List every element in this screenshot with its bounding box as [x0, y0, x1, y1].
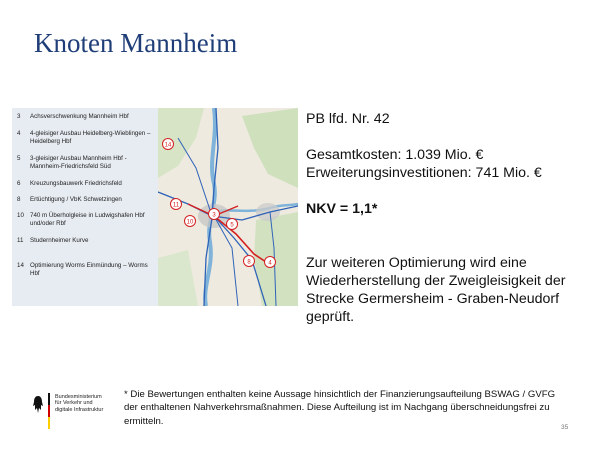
legend-number: 14 — [17, 262, 24, 269]
legend-number: 3 — [17, 113, 21, 120]
map-marker — [171, 199, 182, 210]
legend-number: 5 — [17, 155, 21, 162]
map-svg — [158, 108, 298, 306]
legend-number: 6 — [17, 180, 21, 187]
ministry-logo — [32, 393, 103, 429]
legend-text: Studernheimer Kurve — [30, 237, 89, 244]
map-marker-label: 14 — [164, 142, 172, 149]
federal-eagle-icon — [32, 393, 44, 419]
ministry-name — [55, 394, 103, 429]
legend-text: 3-gleisiger Ausbau Mannheim Hbf - Mannheim-Friedrichsfeld Süd — [30, 155, 127, 170]
legend-text: Optimierung Worms Einmündung – Worms Hbf — [30, 262, 148, 277]
legend-number: 8 — [17, 196, 21, 203]
map-marker-label: 3 — [212, 212, 216, 219]
legend-item — [17, 196, 156, 204]
legend-item — [17, 113, 156, 121]
legend-text: Achsverschwenkung Mannheim Hbf — [30, 113, 129, 120]
legend-item — [17, 262, 156, 277]
map-marker — [265, 257, 276, 268]
legend-item — [17, 237, 156, 245]
project-summary — [306, 110, 566, 326]
project-reference: PB lfd. Nr. 42 — [306, 111, 390, 127]
legend-number: 10 — [17, 212, 24, 219]
slide-title: Knoten Mannheim — [34, 28, 238, 58]
map-marker — [244, 256, 255, 267]
legend-text: 740 m Überholgleise in Ludwigshafen Hbf und/oder Rbf — [30, 212, 145, 227]
optimization-note: Zur weiteren Optimierung wird eine Wiederherstellung der Zweigleisigkeit der Strecke Germersheim - Graben-Neudorf geprüft. — [306, 255, 566, 325]
benefit-cost-ratio: NKV = 1,1* — [306, 201, 378, 217]
map-marker-label: 11 — [172, 202, 180, 209]
map-marker-label: 8 — [247, 259, 251, 266]
map-marker — [163, 139, 174, 150]
flag-bar — [48, 393, 50, 429]
legend-number: 4 — [17, 130, 21, 137]
map-marker-label: 5 — [230, 222, 234, 229]
legend-text: Ertüchtigung / VbK Schwetzingen — [30, 196, 122, 203]
total-cost: Gesamtkosten: 1.039 Mio. € — [306, 147, 484, 163]
ministry-name-line: Bundesministerium — [55, 394, 102, 400]
rail-network-map — [158, 108, 298, 306]
ministry-name-line: digitale Infrastruktur — [55, 406, 104, 413]
legend-text: Kreuzungsbauwerk Friedrichsfeld — [30, 180, 122, 187]
legend-text: 4-gleisiger Ausbau Heidelberg-Wieblingen – Heidelberg Hbf — [30, 130, 151, 145]
legend-item — [17, 180, 156, 188]
map-marker-label: 10 — [186, 219, 194, 226]
legend-item — [17, 130, 156, 145]
footnote: * Die Bewertungen enthalten keine Aussage hinsichtlich der Finanzierungsaufteilung BSWAG / GVFG der enthaltenen Nahverkehrsmaßnahmen. Diese Aufteilung ist im Nachgang überschneidungsfrei zu ermitteln. — [124, 389, 556, 427]
map-marker — [209, 209, 220, 220]
ministry-name-line: für Verkehr und — [55, 400, 93, 407]
legend-item — [17, 212, 156, 227]
map-marker — [185, 216, 196, 227]
measures-legend — [12, 108, 158, 306]
legend-item — [17, 155, 156, 170]
map-marker-label: 4 — [268, 260, 272, 267]
map-marker — [227, 219, 238, 230]
legend-number: 11 — [17, 237, 24, 244]
expansion-investment: Erweiterungsinvestitionen: 741 Mio. € — [306, 165, 542, 181]
page-number: 35 — [561, 424, 569, 431]
